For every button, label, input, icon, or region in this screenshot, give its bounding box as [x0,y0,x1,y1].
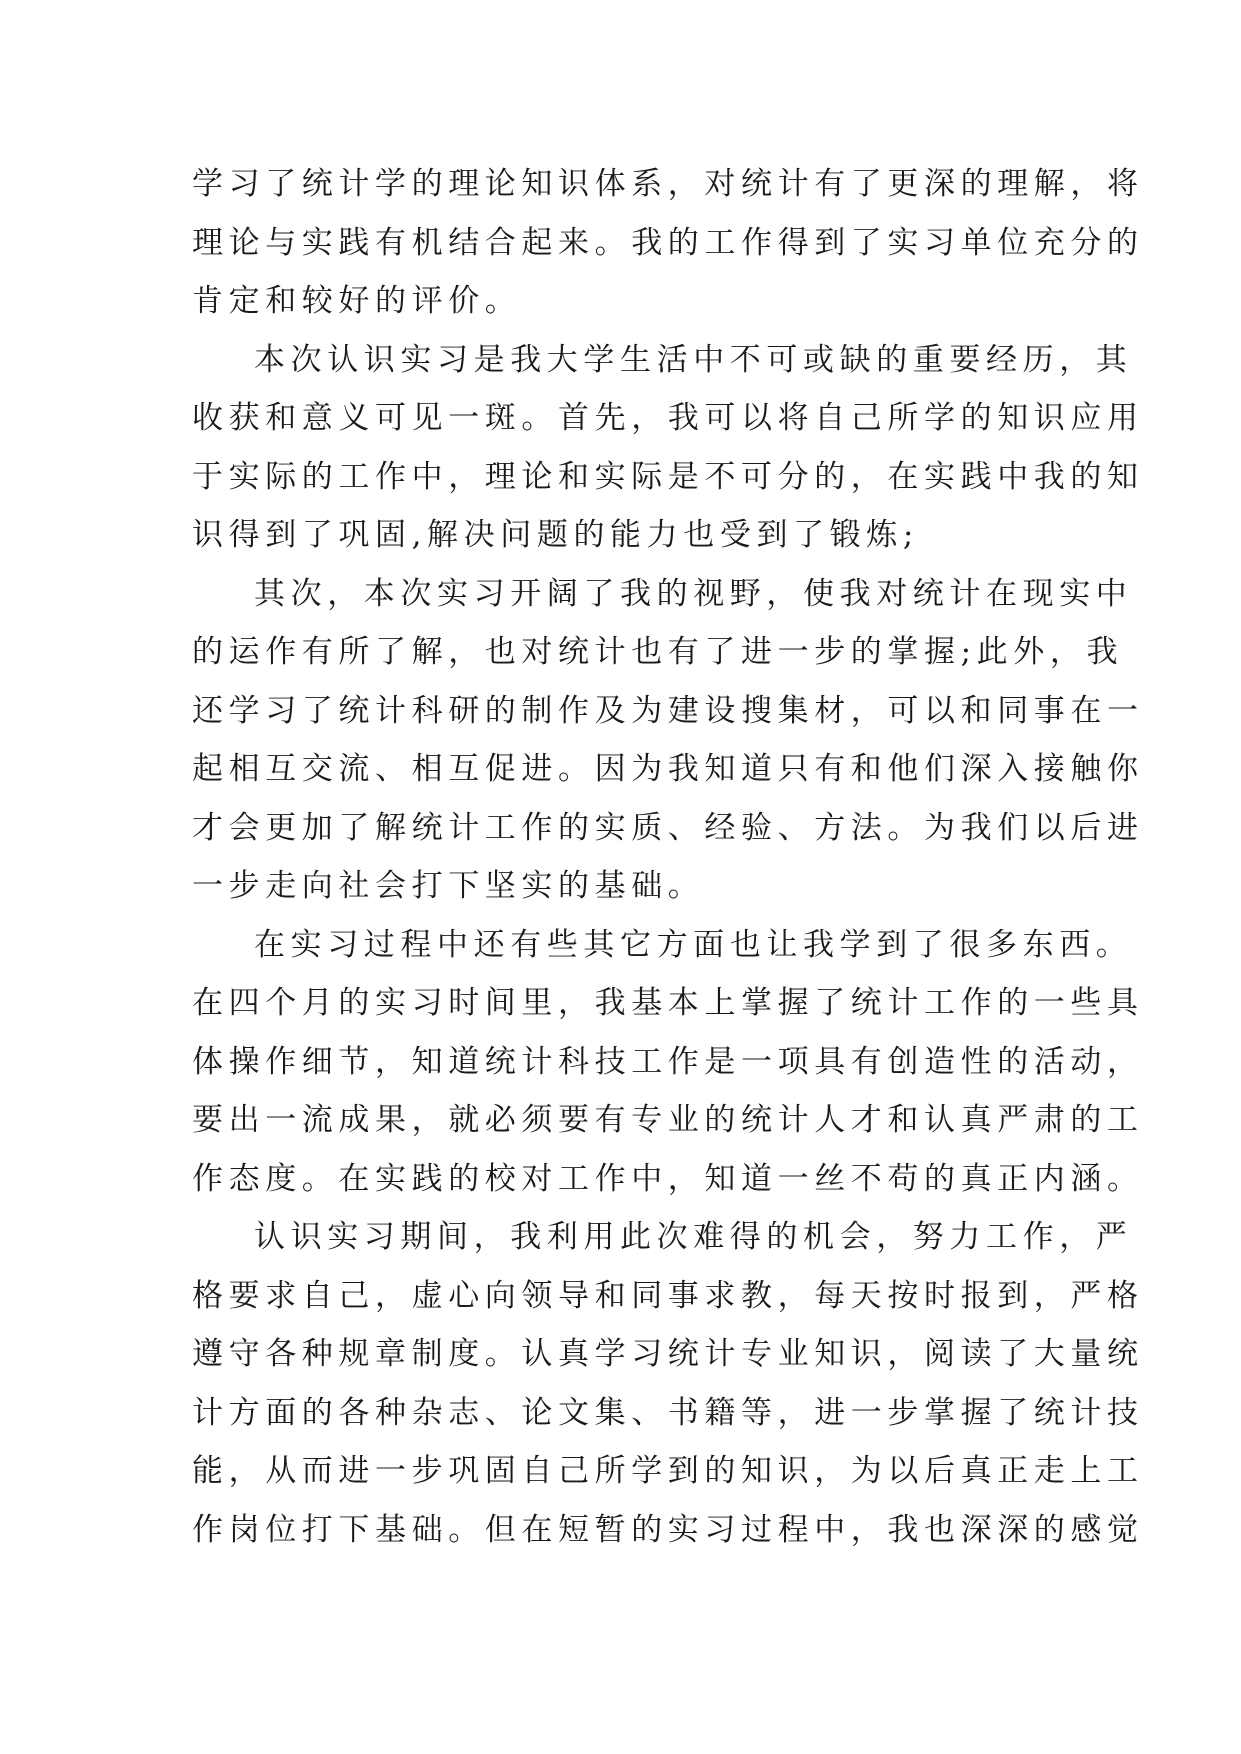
text-line: 体操作细节，知道统计科技工作是一项具有创造性的活动， [192,1043,1144,1080]
text-line: 一步走向社会打下坚实的基础。 [192,868,705,904]
text-line: 本次认识实习是我大学生活中不可或缺的重要经历，其 [254,341,1133,378]
text-line: 在实习过程中还有些其它方面也让我学到了很多东西。 [254,926,1133,963]
text-line: 学习了统计学的理论知识体系，对统计有了更深的理解，将 [192,166,1144,202]
paragraph-1 [192,155,1144,331]
paragraph-4 [192,916,1144,1209]
text-line: 才会更加了解统计工作的实质、经验、方法。为我们以后进 [192,809,1144,846]
text-line: 计方面的各种杂志、论文集、书籍等，进一步掌握了统计技 [192,1394,1144,1431]
text-line: 收获和意义可见一斑。首先，我可以将自己所学的知识应用 [192,400,1144,436]
text-line: 肯定和较好的评价。 [192,283,522,319]
text-line: 识得到了巩固,解决问题的能力也受到了锻炼; [192,517,919,553]
text-line: 起相互交流、相互促进。因为我知道只有和他们深入接触你 [192,751,1144,787]
text-line: 能，从而进一步巩固自己所学到的知识，为以后真正走上工 [192,1453,1144,1489]
paragraph-3 [192,565,1144,916]
text-line: 还学习了统计科研的制作及为建设搜集材，可以和同事在一 [192,692,1144,729]
text-line: 其次，本次实习开阔了我的视野，使我对统计在现实中 [254,575,1133,612]
text-line: 作岗位打下基础。但在短暂的实习过程中，我也深深的感觉 [192,1511,1144,1548]
text-line: 要出一流成果，就必须要有专业的统计人才和认真严肃的工 [192,1102,1144,1138]
text-line: 的运作有所了解，也对统计也有了进一步的掌握;此外，我 [192,634,1124,670]
document-body [192,155,1144,1559]
text-line: 作态度。在实践的校对工作中，知道一丝不苟的真正内涵。 [192,1160,1144,1197]
text-line: 遵守各种规章制度。认真学习统计专业知识，阅读了大量统 [192,1336,1144,1372]
text-line: 认识实习期间，我利用此次难得的机会，努力工作，严 [254,1219,1133,1255]
text-line: 在四个月的实习时间里，我基本上掌握了统计工作的一些具 [192,985,1144,1021]
paragraph-5 [192,1208,1144,1559]
text-line: 格要求自己，虚心向领导和同事求教，每天按时报到，严格 [192,1277,1144,1314]
text-line: 理论与实践有机结合起来。我的工作得到了实习单位充分的 [192,224,1144,261]
text-line: 于实际的工作中，理论和实际是不可分的，在实践中我的知 [192,458,1144,495]
paragraph-2 [192,331,1144,565]
